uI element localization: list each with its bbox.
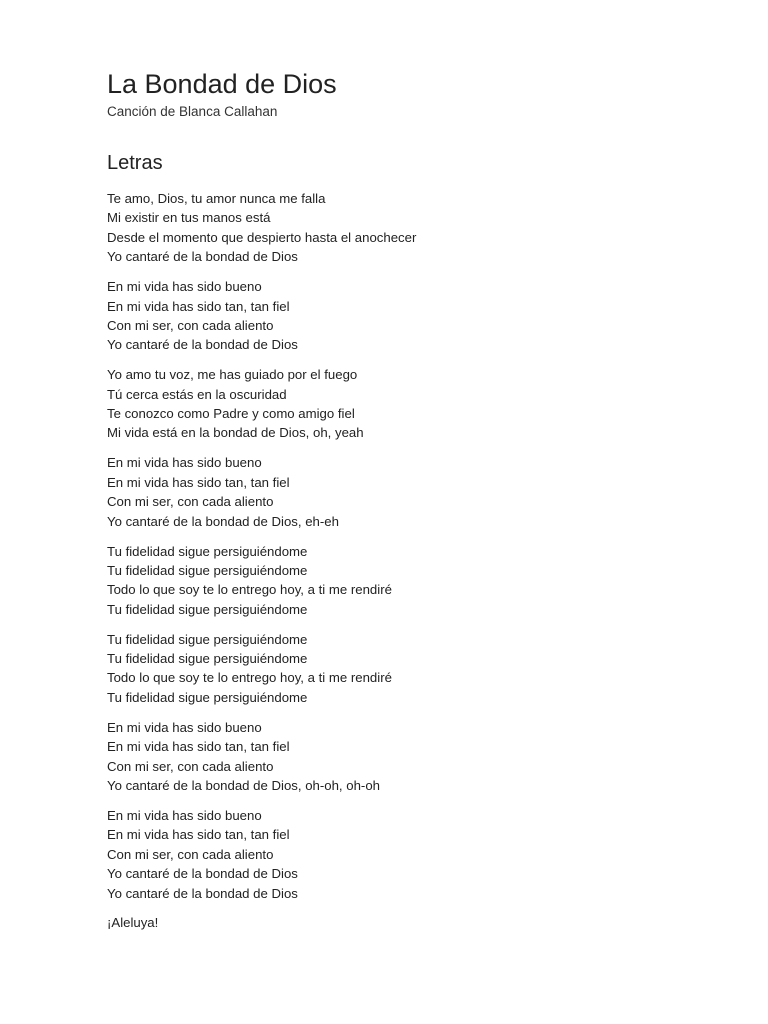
- lyric-line: En mi vida has sido tan, tan fiel: [107, 827, 290, 843]
- lyric-line: En mi vida has sido bueno: [107, 807, 262, 823]
- lyric-line: Tú cerca estás en la oscuridad: [107, 386, 287, 402]
- lyric-line: En mi vida has sido bueno: [107, 455, 262, 471]
- lyric-line: Yo cantaré de la bondad de Dios: [107, 249, 298, 265]
- lyrics-stanza: [107, 542, 707, 620]
- lyric-line: Yo amo tu voz, me has guiado por el fuego: [107, 367, 358, 383]
- lyrics-stanza: [107, 630, 707, 708]
- lyric-line: Tu fidelidad sigue persiguiéndome: [107, 631, 308, 647]
- lyric-line: En mi vida has sido bueno: [107, 279, 262, 295]
- lyric-line: Con mi ser, con cada aliento: [107, 317, 274, 333]
- lyric-line: Yo cantaré de la bondad de Dios: [107, 337, 298, 353]
- lyrics-stanza: [107, 189, 707, 267]
- lyric-line: Desde el momento que despierto hasta el anochecer: [107, 229, 417, 245]
- lyric-line: Yo cantaré de la bondad de Dios, oh-oh, oh-oh: [107, 777, 380, 793]
- lyric-line: En mi vida has sido tan, tan fiel: [107, 298, 290, 314]
- page-subtitle: Canción de Blanca Callahan: [107, 104, 278, 119]
- lyric-line: Tu fidelidad sigue persiguiéndome: [107, 543, 308, 559]
- lyric-line: Tu fidelidad sigue persiguiéndome: [107, 562, 308, 578]
- lyric-line: Con mi ser, con cada aliento: [107, 494, 274, 510]
- lyric-line: Todo lo que soy te lo entrego hoy, a ti me rendiré: [107, 582, 392, 598]
- lyric-line: En mi vida has sido tan, tan fiel: [107, 739, 290, 755]
- lyric-line: Te conozco como Padre y como amigo fiel: [107, 406, 355, 422]
- lyric-line: Yo cantaré de la bondad de Dios: [107, 885, 298, 901]
- lyric-line: Yo cantaré de la bondad de Dios: [107, 866, 298, 882]
- lyrics-stanza: [107, 806, 707, 903]
- lyrics-stanza: [107, 277, 707, 355]
- lyric-line: En mi vida has sido bueno: [107, 719, 262, 735]
- lyric-line: Tu fidelidad sigue persiguiéndome: [107, 601, 308, 617]
- lyric-line: En mi vida has sido tan, tan fiel: [107, 474, 290, 490]
- page-title: La Bondad de Dios: [107, 69, 337, 99]
- lyrics-body: [107, 189, 707, 933]
- lyric-line: Yo cantaré de la bondad de Dios, eh-eh: [107, 513, 339, 529]
- lyrics-stanza: [107, 365, 707, 443]
- lyric-line: Tu fidelidad sigue persiguiéndome: [107, 651, 308, 667]
- section-heading-lyrics: Letras: [107, 152, 163, 174]
- document-page: [107, 66, 707, 943]
- lyric-line: ¡Aleluya!: [107, 915, 159, 931]
- lyric-line: Con mi ser, con cada aliento: [107, 846, 274, 862]
- lyric-line: Todo lo que soy te lo entrego hoy, a ti me rendiré: [107, 670, 392, 686]
- lyrics-stanza: [107, 453, 707, 531]
- lyrics-stanza: [107, 718, 707, 796]
- lyrics-stanza: [107, 913, 707, 932]
- lyric-line: Tu fidelidad sigue persiguiéndome: [107, 689, 308, 705]
- lyric-line: Mi vida está en la bondad de Dios, oh, yeah: [107, 425, 364, 441]
- lyric-line: Mi existir en tus manos está: [107, 210, 271, 226]
- lyric-line: Con mi ser, con cada aliento: [107, 758, 274, 774]
- lyric-line: Te amo, Dios, tu amor nunca me falla: [107, 191, 326, 206]
